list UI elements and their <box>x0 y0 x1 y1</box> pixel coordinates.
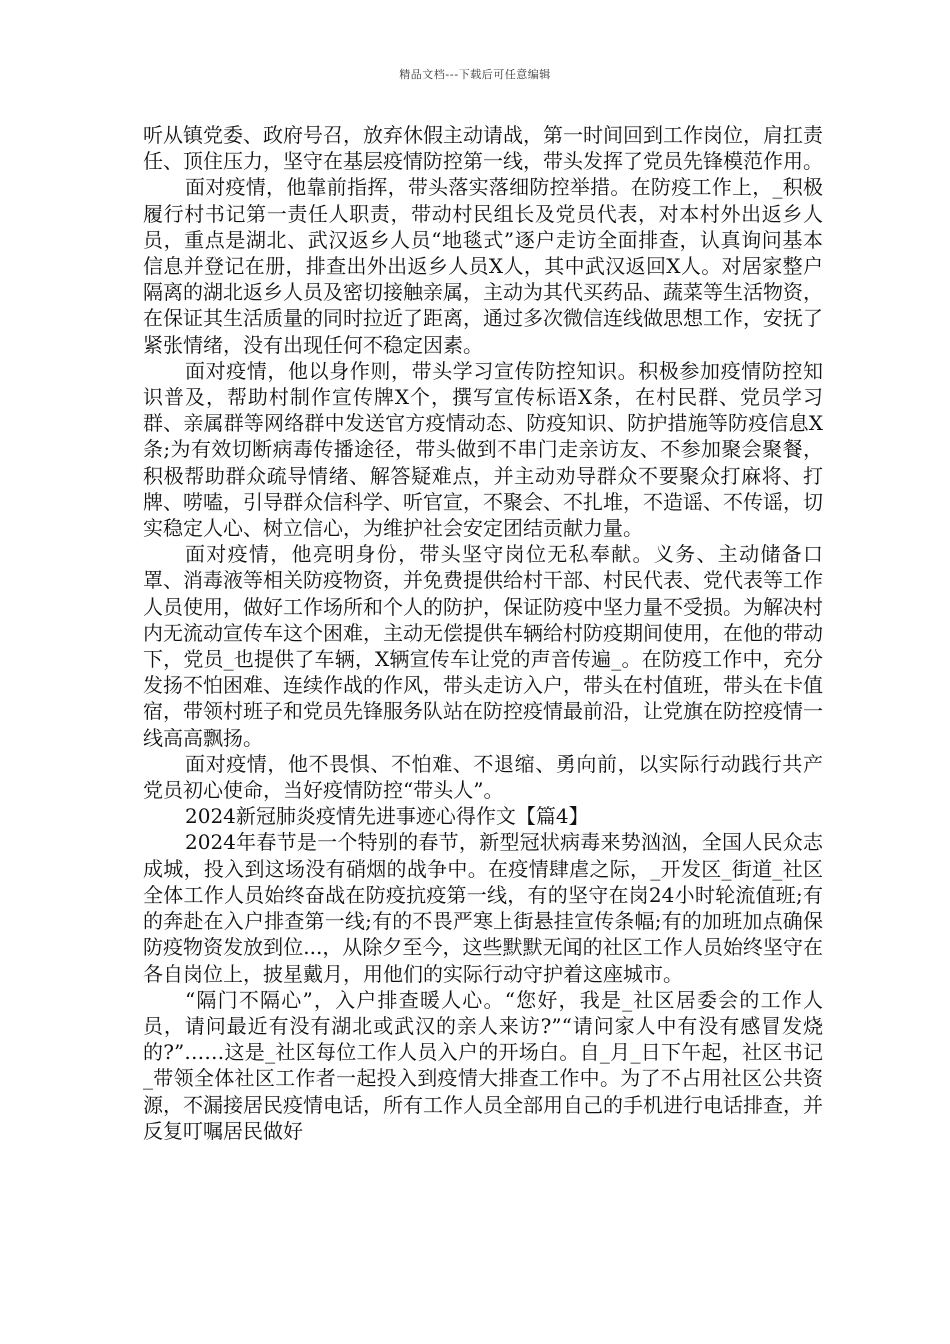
paragraph: 2024年春节是一个特别的春节，新型冠状病毒来势汹汹，全国人民众志成城，投入到这场没有硝烟的战争中。在疫情肆虐之际，_开发区_街道_社区全体工作人员始终奋战在防疫抗疫第一线，有的坚守在岗24小时轮流值班;有的奔赴在入户排查第一线;有的不畏严寒上街悬挂宣传条幅;有的加班加点确保防疫物资发放到位...，从除夕至今，这些默默无闻的社区工作人员始终坚守在各自岗位上，披星戴月，用他们的实际行动守护着这座城市。 <box>143 830 823 986</box>
document-body <box>143 122 823 1144</box>
paragraph: 面对疫情，他亮明身份，带头坚守岗位无私奉献。义务、主动储备口罩、消毒液等相关防疫物资，并免费提供给村干部、村民代表、党代表等工作人员使用，做好工作场所和个人的防护，保证防疫中坚力量不受损。为解决村内无流动宣传车这个困难，主动无偿提供车辆给村防疫期间使用，在他的带动下，党员_也提供了车辆，X辆宣传车让党的声音传遍_。在防疫工作中，充分发扬不怕困难、连续作战的作风，带头走访入户，带头在村值班，带头在卡值宿，带领村班子和党员先锋服务队站在防控疫情最前沿，让党旗在防控疫情一线高高飘扬。 <box>143 542 823 750</box>
paragraph: 面对疫情，他以身作则，带头学习宣传防控知识。积极参加疫情防控知识普及，帮助村制作宣传牌X个，撰写宣传标语X条，在村民群、党员学习群、亲属群等网络群中发送官方疫情动态、防疫知识、防护措施等防疫信息X条;为有效切断病毒传播途径，带头做到不串门走亲访友、不参加聚会聚餐，积极帮助群众疏导情绪、解答疑难点，并主动劝导群众不要聚众打麻将、打牌、唠嗑，引导群众信科学、听官宣，不聚会、不扎堆，不造谣、不传谣，切实稳定人心、树立信心，为维护社会安定团结贡献力量。 <box>143 358 823 541</box>
section-heading: 2024新冠肺炎疫情先进事迹心得作文【篇4】 <box>185 804 589 829</box>
page-header: 精品文档---下载后可任意编辑 <box>399 68 551 81</box>
paragraph-continuation: 听从镇党委、政府号召，放弃休假主动请战，第一时间回到工作岗位，肩扛责任、顶住压力，坚守在基层疫情防控第一线，带头发挥了党员先锋模范作用。 <box>143 123 823 174</box>
paragraph: “隔门不隔心”，入户排查暖人心。“您好，我是_社区居委会的工作人员，请问最近有没有湖北或武汉的亲人来访?”“请问家人中有没有感冒发烧的?”……这是_社区每位工作人员入户的开场白。自_月_日下午起，社区书记_带领全体社区工作者一起投入到疫情大排查工作中。为了不占用社区公共资源，不漏接居民疫情电话，所有工作人员全部用自己的手机进行电话排查，并反复叮嘱居民做好 <box>143 987 823 1143</box>
paragraph: 面对疫情，他靠前指挥，带头落实落细防控举措。在防疫工作上，_积极履行村书记第一责任人职责，带动村民组长及党员代表，对本村外出返乡人员，重点是湖北、武汉返乡人员“地毯式”逐户走访全面排查，认真询问基本信息并登记在册，排查出外出返乡人员X人，其中武汉返回X人。对居家整户隔离的湖北返乡人员及密切接触亲属，主动为其代买药品、蔬菜等生活物资，在保证其生活质量的同时拉近了距离，通过多次微信连线做思想工作，安抚了紧张情绪，没有出现任何不稳定因素。 <box>143 175 823 357</box>
paragraph: 面对疫情，他不畏惧、不怕难、不退缩、勇向前，以实际行动践行共产党员初心使命，当好疫情防控“带头人”。 <box>143 751 823 803</box>
